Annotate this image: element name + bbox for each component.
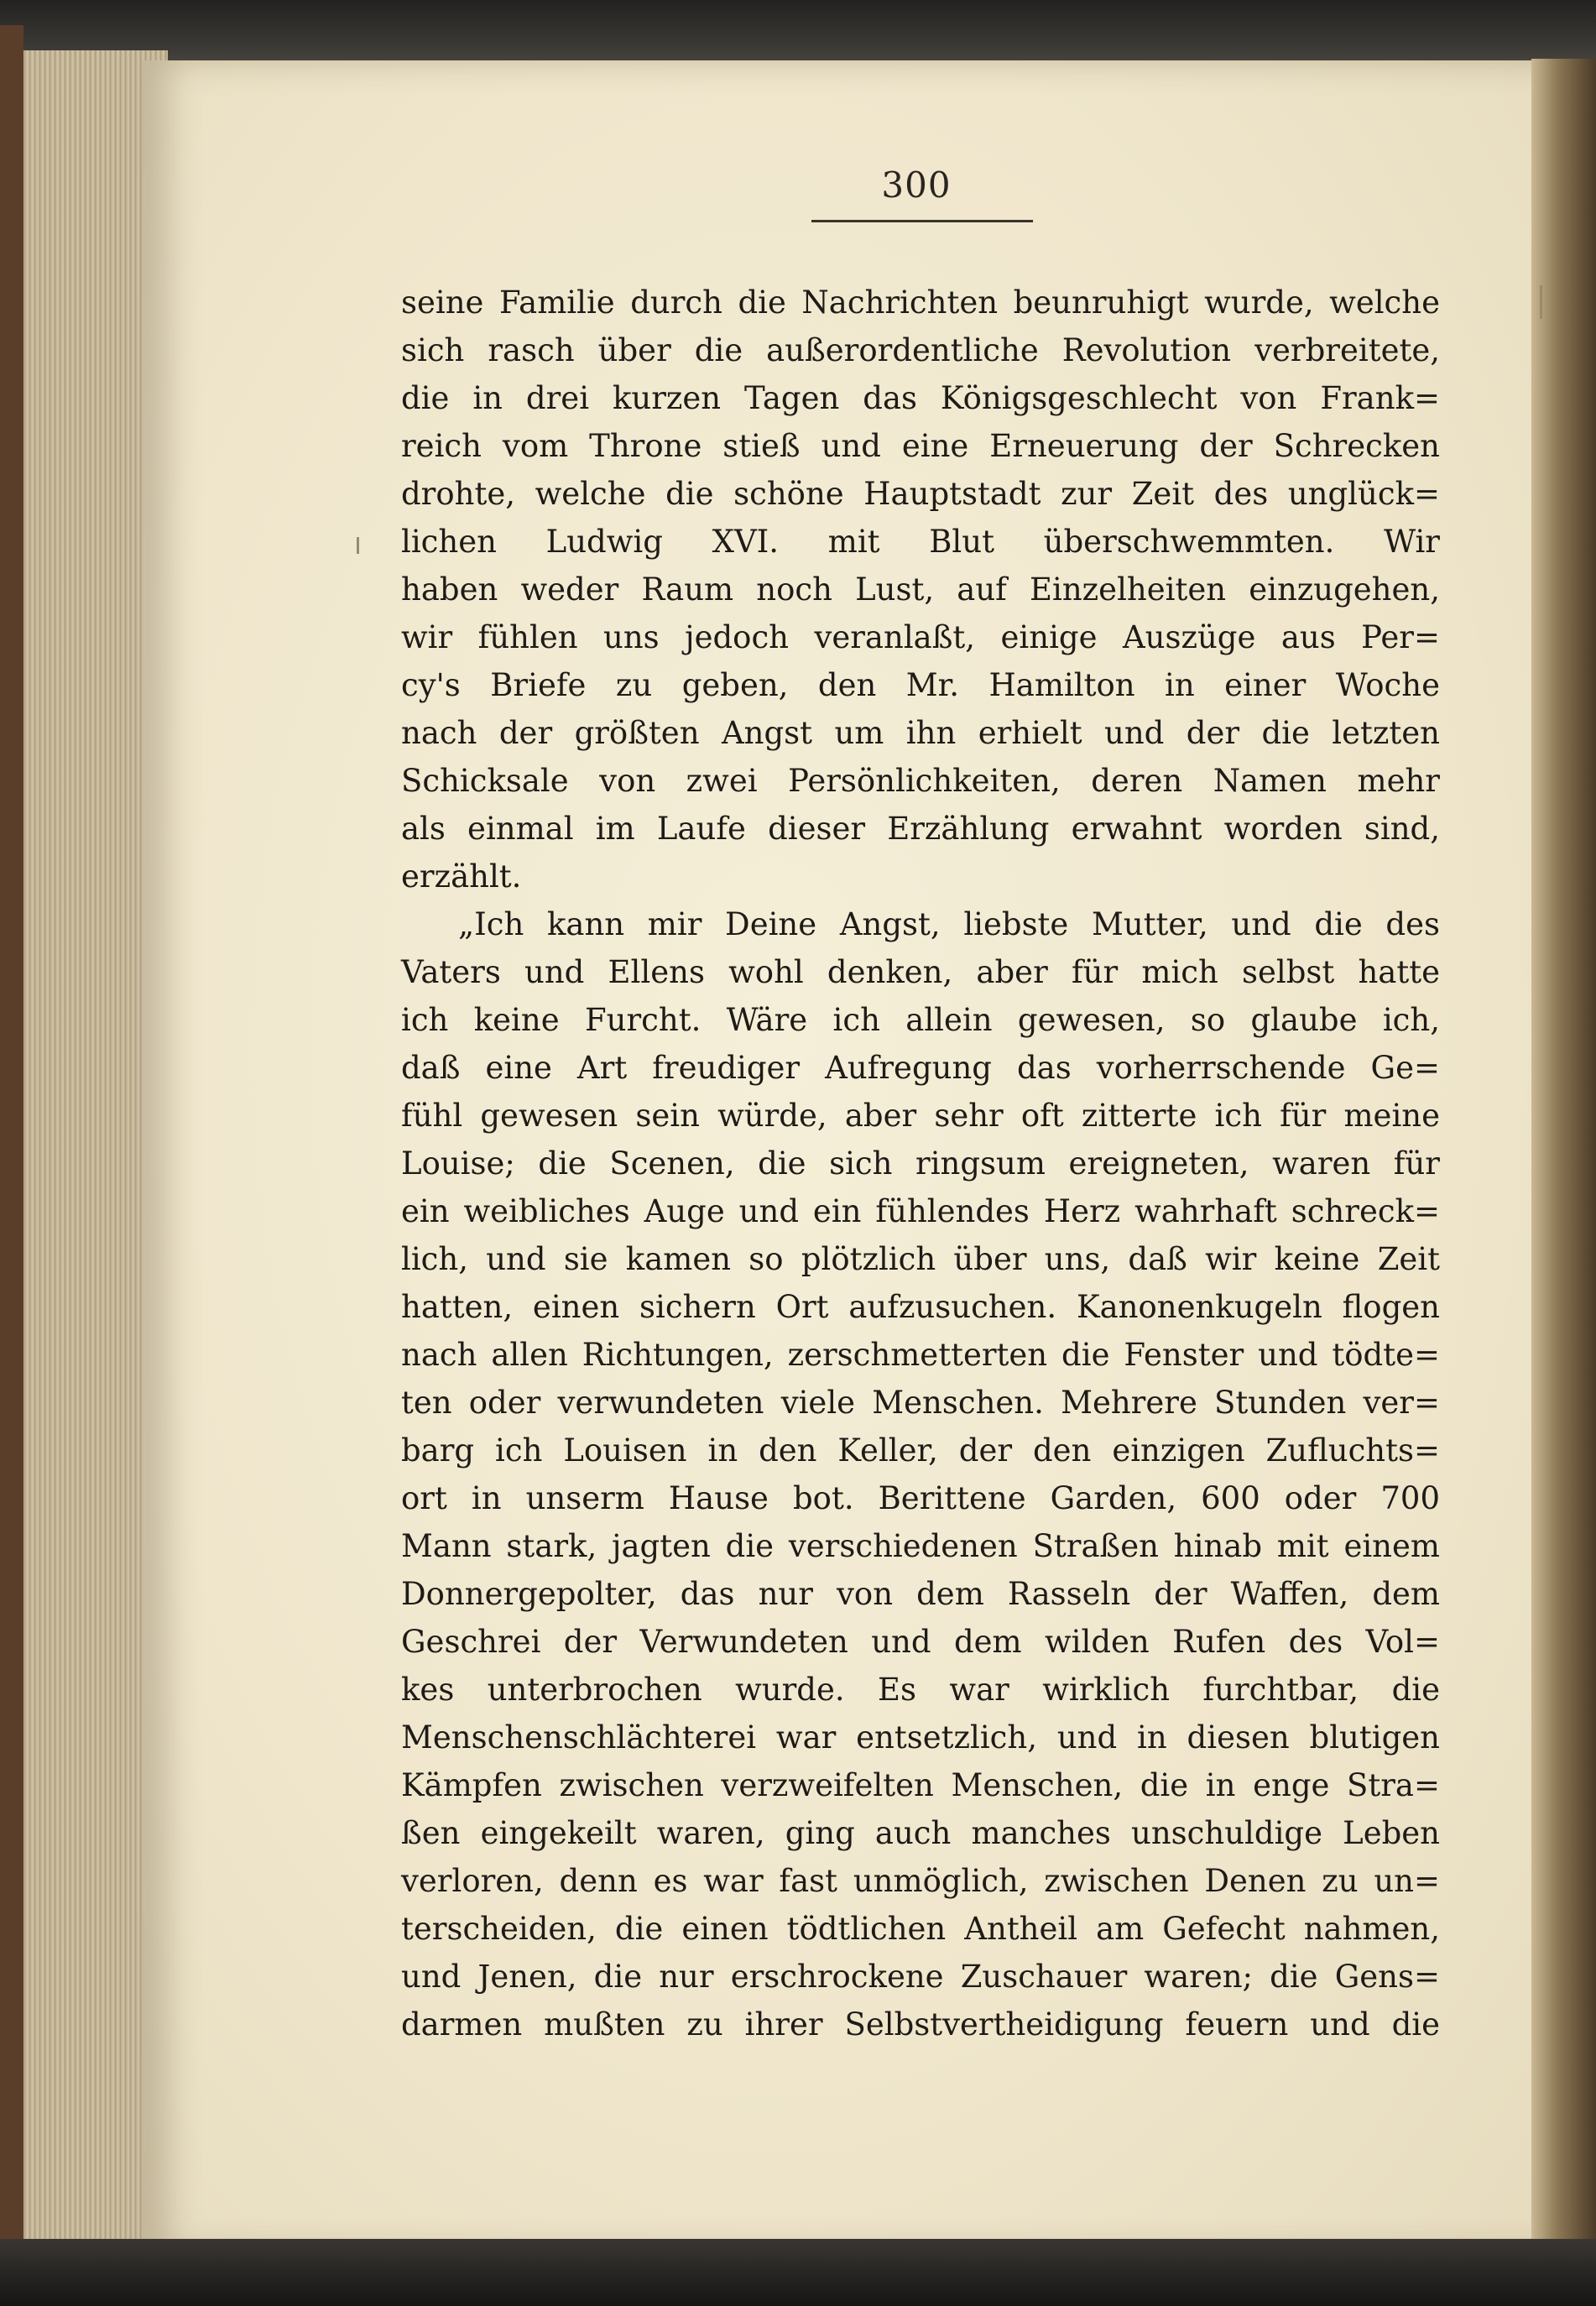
text-line: Kämpfen zwischen verzweifelten Menschen, die in enge Stra= xyxy=(401,1767,1440,1803)
text-line: drohte, welche die schöne Hauptstadt zur Zeit des unglück= xyxy=(401,476,1440,512)
book-gutter xyxy=(1531,59,1596,2257)
text-line: Vaters und Ellens wohl denken, aber für mich selbst hatte xyxy=(401,954,1440,990)
header-rule xyxy=(811,220,1033,222)
book-cover-edge xyxy=(0,25,23,2274)
text-line: lich, und sie kamen so plötzlich über uns, daß wir keine Zeit xyxy=(401,1241,1440,1277)
text-line: cy's Briefe zu geben, den Mr. Hamilton in einer Woche xyxy=(401,667,1440,703)
text-line: als einmal im Laufe dieser Erzählung erwahnt worden sind, xyxy=(401,811,1440,847)
text-line: terscheiden, die einen tödtlichen Antheil am Gefecht nahmen, xyxy=(401,1911,1440,1947)
body-text xyxy=(401,279,1440,2048)
scan-top-border xyxy=(0,0,1596,67)
text-line: wir fühlen uns jedoch veranlaßt, einige Auszüge aus Per= xyxy=(401,619,1440,655)
text-line: kes unterbrochen wurde. Es war wirklich furchtbar, die xyxy=(401,1672,1440,1708)
page-number: 300 xyxy=(881,164,952,206)
scan-bottom-border xyxy=(0,2239,1596,2306)
text-line: und Jenen, die nur erschrockene Zuschauer waren; die Gens= xyxy=(401,1959,1440,1995)
text-line: Donnergepolter, das nur von dem Rasseln der Waffen, dem xyxy=(401,1576,1440,1612)
gutter-mark xyxy=(1540,285,1542,319)
text-line: „Ich kann mir Deine Angst, liebste Mutter, und die des xyxy=(458,906,1440,942)
text-line: fühl gewesen sein würde, aber sehr oft zitterte ich für meine xyxy=(401,1098,1440,1134)
text-line: Geschrei der Verwundeten und dem wilden Rufen des Vol= xyxy=(401,1624,1440,1660)
text-line: nach allen Richtungen, zerschmetterten die Fenster und tödte= xyxy=(401,1337,1440,1373)
text-line: seine Familie durch die Nachrichten beunruhigt wurde, welche xyxy=(401,284,1440,321)
text-line: lichen Ludwig XVI. mit Blut überschwemmten. Wir xyxy=(401,524,1440,560)
text-line: nach der größten Angst um ihn erhielt und der die letzten xyxy=(401,715,1440,751)
text-line: die in drei kurzen Tagen das Königsgeschlecht von Frank= xyxy=(401,380,1440,416)
text-line: barg ich Louisen in den Keller, der den einzigen Zufluchts= xyxy=(401,1432,1440,1469)
text-line: ich keine Furcht. Wäre ich allein gewesen, so glaube ich, xyxy=(401,1002,1440,1038)
text-line: ßen eingekeilt waren, ging auch manches unschuldige Leben xyxy=(401,1815,1440,1851)
text-line: Menschenschlächterei war entsetzlich, und in diesen blutigen xyxy=(401,1719,1440,1756)
text-line: ort in unserm Hause bot. Berittene Garden, 600 oder 700 xyxy=(401,1480,1440,1516)
margin-mark xyxy=(357,537,359,554)
text-line: reich vom Throne stieß und eine Erneuerung der Schrecken xyxy=(401,428,1440,464)
text-line: darmen mußten zu ihrer Selbstvertheidigung feuern und die xyxy=(401,2006,1440,2043)
text-line: ten oder verwundeten viele Menschen. Mehrere Stunden ver= xyxy=(401,1385,1440,1421)
text-line: sich rasch über die außerordentliche Revolution verbreitete, xyxy=(401,332,1440,368)
text-line: erzählt. xyxy=(401,858,522,895)
text-line: daß eine Art freudiger Aufregung das vorherrschende Ge= xyxy=(401,1050,1440,1086)
text-line: Schicksale von zwei Persönlichkeiten, deren Namen mehr xyxy=(401,763,1440,799)
text-line: verloren, denn es war fast unmöglich, zwischen Denen zu un= xyxy=(401,1863,1440,1899)
text-line: Mann stark, jagten die verschiedenen Straßen hinab mit einem xyxy=(401,1528,1440,1564)
text-line: hatten, einen sichern Ort aufzusuchen. Kanonenkugeln flogen xyxy=(401,1289,1440,1325)
text-line: Louise; die Scenen, die sich ringsum ereigneten, waren für xyxy=(401,1145,1440,1182)
text-line: haben weder Raum noch Lust, auf Einzelheiten einzugehen, xyxy=(401,571,1440,608)
text-line: ein weibliches Auge und ein fühlendes Herz wahrhaft schreck= xyxy=(401,1193,1440,1229)
